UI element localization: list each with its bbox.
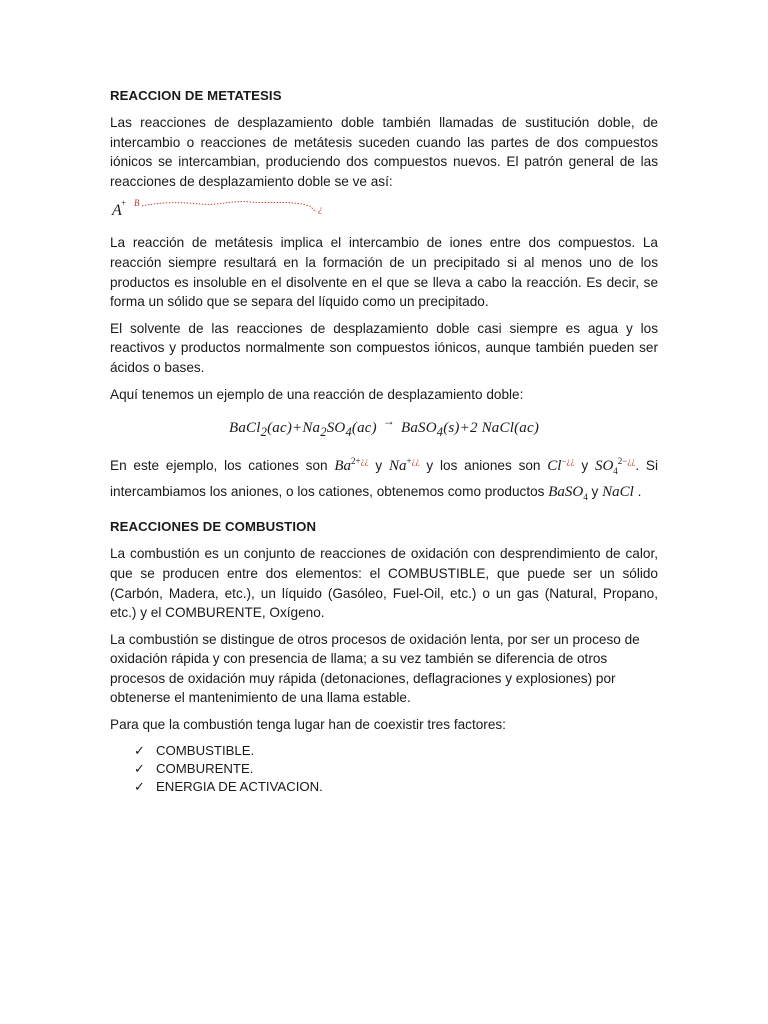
ion-symbol: Na — [389, 458, 407, 475]
eq-part: (ac) — [351, 420, 377, 437]
list-item — [134, 778, 658, 796]
formula-a: A — [112, 202, 122, 220]
section-heading-combustion: REACCIONES DE COMBUSTION — [110, 519, 317, 535]
paragraph-intro: Las reacciones de desplazamiento doble también llamadas de sustitución doble, de intercambio o reacciones de metátesis suceden cuando las partes de dos compuestos iónicos se intercambian, produciendo dos compuestos nuevos. El patrón general de las reacciones de desplazamiento doble se ve así: — [110, 115, 658, 189]
list-item — [134, 742, 658, 760]
list-item-label: COMBURENTE. — [156, 761, 254, 777]
text-span: . — [633, 483, 642, 499]
ion-sub: 4 — [613, 466, 618, 477]
eq-sub: 2 — [320, 425, 327, 440]
product-sub: 4 — [583, 491, 588, 502]
product-symbol: BaSO — [548, 483, 584, 500]
text-span: y — [587, 483, 603, 499]
paragraph-metatesis-explanation: La reacción de metátesis implica el intercambio de iones entre dos compuestos. La reacción siempre resultará en la formación de un precipitado si al menos uno de los productos es insoluble en el disolvente en el que se lleva a cabo la reacción. Es decir, se forma un sólido que se separa del líquido como un precipitado. — [110, 235, 658, 310]
list-item — [134, 760, 658, 778]
paragraph-solvent: El solvente de las reacciones de desplazamiento doble casi siempre es agua y los reactivos y productos normalmente son compuestos iónicos, aunque también pueden ser ácidos o bases. — [110, 320, 658, 375]
formula-end-mark: ¿ — [318, 204, 323, 215]
ion-symbol: Ba — [334, 458, 352, 475]
text-span: y — [574, 458, 595, 474]
list-item-label: COMBUSTIBLE. — [156, 742, 255, 758]
list-item-label: ENERGIA DE ACTIVACION. — [156, 779, 323, 795]
check-icon: ✓ — [134, 761, 145, 777]
eq-bacl: BaCl — [228, 420, 261, 437]
eq-sub: 4 — [436, 425, 444, 440]
text-span: En este ejemplo, los cationes son — [110, 458, 335, 474]
eq-part: SO — [326, 420, 346, 437]
ion-charge: 2+ — [351, 456, 361, 467]
paragraph-factors-intro: Para que la combustión tenga lugar han de coexistir tres factores: — [110, 717, 506, 733]
paragraph-example-ions — [110, 452, 658, 507]
paragraph-combustion-definition: La combustión es un conjunto de reacciones de oxidación con desprendimiento de calor, que se producen entre dos elementos: el COMBUSTIBLE, que puede ser un sólido (Carbón, Madera, etc.), un líquido (Gasóleo, Fuel-Oil, etc.) o un gas (Natural, Propano, etc.) y el COMBURENTE, Oxígeno. — [110, 546, 658, 621]
text-span: y los aniones son — [419, 458, 548, 474]
ion-glyph: ¿¿ — [566, 456, 575, 467]
ion-glyph: ¿¿ — [360, 456, 369, 467]
reaction-arrow: → — [382, 414, 395, 429]
paragraph-example-intro: Aquí tenemos un ejemplo de una reacción de desplazamiento doble: — [110, 386, 524, 402]
check-icon: ✓ — [134, 779, 145, 795]
paragraph-combustion-distinction: La combustión se distingue de otros procesos de oxidación lenta, por ser un proceso de oxidación rápida y con presencia de llama; a su vez también se diferencia de otros procesos de oxidación muy rápida (detonaciones, deflagraciones y explosiones) por obtenerse el mantenimiento de una llama estable. — [110, 631, 640, 706]
garbled-formula-trace — [140, 198, 340, 222]
ion-glyph: ¿¿ — [411, 456, 420, 467]
formula-b: B — [134, 198, 140, 209]
ion-na — [389, 458, 420, 474]
chemical-equation — [110, 414, 658, 440]
factors-list — [134, 742, 658, 797]
text-span: y — [368, 458, 390, 474]
eq-sub: 4 — [345, 425, 352, 440]
ion-so4 — [594, 456, 636, 477]
section-heading-metatesis: REACCION DE METATESIS — [110, 88, 282, 103]
eq-baso: BaSO — [400, 420, 437, 437]
formula-a-charge: + — [121, 198, 127, 209]
ion-symbol: Cl — [547, 458, 562, 475]
eq-part: (s)+2 NaCl(ac) — [443, 420, 540, 437]
ion-charge: − — [561, 456, 567, 467]
check-icon: ✓ — [134, 742, 145, 758]
eq-sub: 2 — [260, 425, 268, 440]
eq-part: (ac)+Na — [267, 420, 321, 437]
ion-ba — [334, 458, 368, 474]
ion-symbol: SO — [594, 458, 614, 475]
document-page — [110, 84, 658, 797]
product-baso4 — [548, 484, 588, 500]
ion-charge: 2− — [617, 456, 628, 467]
text-span: . Si intercambiamos los aniones, o los cationes, obtenemos como productos — [110, 458, 659, 499]
ion-charge: + — [406, 456, 412, 467]
ion-cl — [547, 458, 574, 474]
ion-glyph: ¿¿ — [627, 456, 636, 467]
product-nacl: NaCl — [602, 483, 634, 500]
general-pattern-formula — [110, 198, 658, 224]
